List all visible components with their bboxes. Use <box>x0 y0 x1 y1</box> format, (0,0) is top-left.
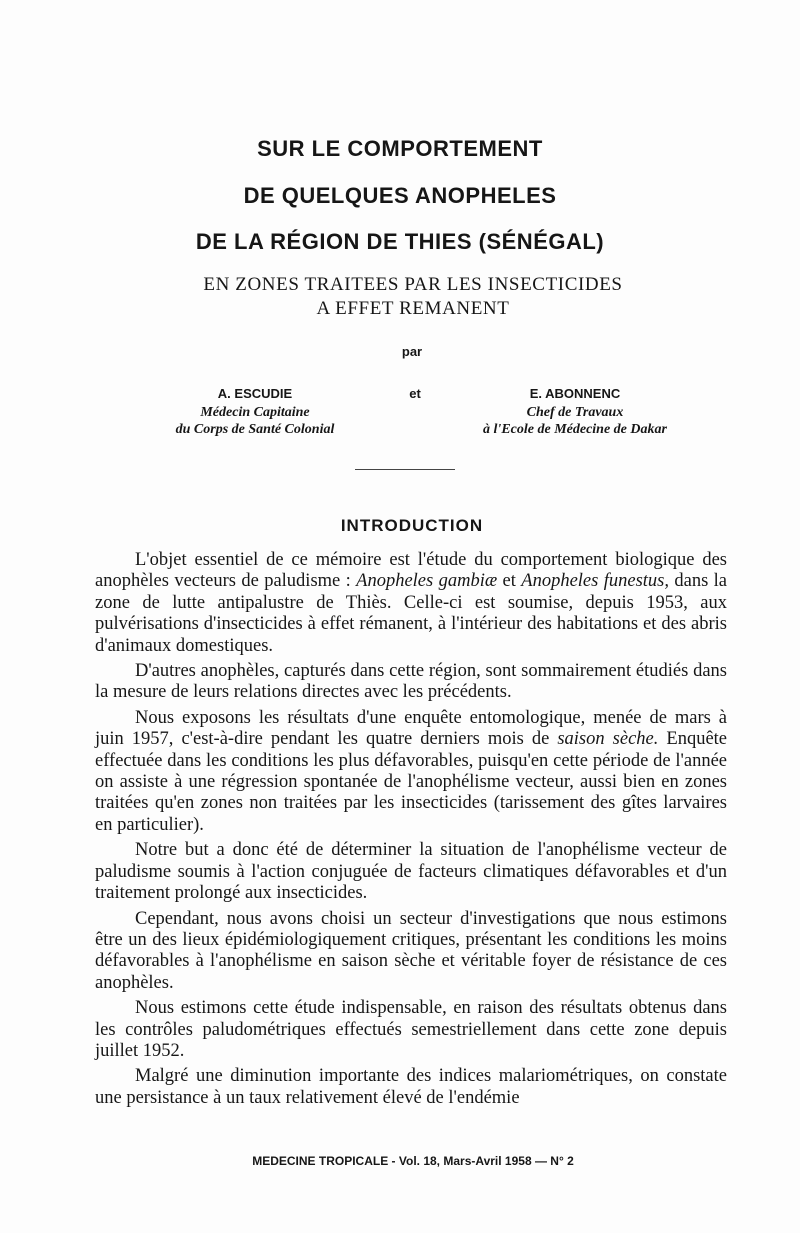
subtitle-line-1: EN ZONES TRAITEES PAR LES INSECTICIDES <box>203 274 623 295</box>
paragraph-6: Nous estimons cette étude indispensable, en raison des résultats obtenus dans les contrôles paludométriques effectués semestriellement dans cette zone depuis juillet 1952. <box>95 998 727 1061</box>
paragraph-text: dans la zone de lutte antipalustre de Thiès. Celle-ci est soumise, depuis 1953, aux pulvérisations d'insecticides à effet rémanent, à l'intérieur des habitations et des abris d'animaux domestiques. <box>95 571 728 656</box>
species-name: Anopheles funestus, <box>521 571 669 592</box>
author-role: Médecin Capitaine <box>200 405 310 420</box>
body-text <box>95 550 727 1113</box>
paragraph-7: Malgré une diminution importante des indices malariométriques, on constate une persistance à un taux relativement élevé de l'endémie <box>95 1066 727 1108</box>
author-conjunction: et <box>409 386 421 401</box>
author-affiliation: du Corps de Santé Colonial <box>175 422 335 437</box>
author-block-2 <box>440 384 710 438</box>
section-heading: INTRODUCTION <box>340 516 484 535</box>
emphasis-text: saison sèche. <box>557 729 659 750</box>
author-role: Chef de Travaux <box>526 405 624 420</box>
paragraph-2: D'autres anophèles, capturés dans cette région, sont sommairement étudiés dans la mesure de leurs relations directes avec les précédents. <box>95 661 727 703</box>
title-line-1: SUR LE COMPORTEMENT <box>257 136 543 161</box>
paragraph-1 <box>95 550 727 657</box>
paragraph-text: et <box>497 571 522 592</box>
paragraph-text: Nous exposons les résultats d'une enquête entomologique, menée de mars à juin 1957, c'est-à-dire pendant les quatre derniers mois de <box>95 707 727 750</box>
title-line-3: DE LA RÉGION DE THIES (SÉNÉGAL) <box>195 229 605 254</box>
subtitle-line-2: A EFFET REMANENT <box>316 298 510 319</box>
paragraph-4: Notre but a donc été de déterminer la situation de l'anophélisme vecteur de paludisme soumis à l'action conjuguée de facteurs climatiques défavorables et d'un traitement prolongé aux insecticides. <box>95 840 727 904</box>
author-name: E. ABONNENC <box>529 386 621 401</box>
paragraph-text: L'objet essentiel de ce mémoire est l'étude du comportement biologique des anophèles vecteurs de paludisme : <box>95 550 727 592</box>
paragraph-text: Enquête effectuée dans les conditions les plus défavorables, puisqu'en cette période de l'année on assiste à une régression spontanée de l'anophélisme vecteur, aussi bien en zones traitées qu'en zones non traitées par les insecticides (tarissement des gîtes larvaires en particulier). <box>95 729 728 835</box>
species-name: Anopheles gambiæ <box>356 571 498 592</box>
title-line-2: DE QUELQUES ANOPHELES <box>243 183 557 208</box>
journal-footer: MEDECINE TROPICALE - Vol. 18, Mars-Avril 1958 — N° 2 <box>252 1154 574 1168</box>
paragraph-3 <box>95 708 727 836</box>
by-label: par <box>401 344 423 359</box>
paragraph-5: Cependant, nous avons choisi un secteur d'investigations que nous estimons être un des lieux épidémiologiquement critiques, présentant les conditions les moins défavorables à l'anophélisme en saison sèche et véritable foyer de résistance de ces anophèles. <box>95 908 727 993</box>
author-affiliation: à l'Ecole de Médecine de Dakar <box>483 422 667 437</box>
section-divider <box>355 469 455 470</box>
author-block-1 <box>130 384 380 438</box>
author-name: A. ESCUDIE <box>217 386 293 401</box>
